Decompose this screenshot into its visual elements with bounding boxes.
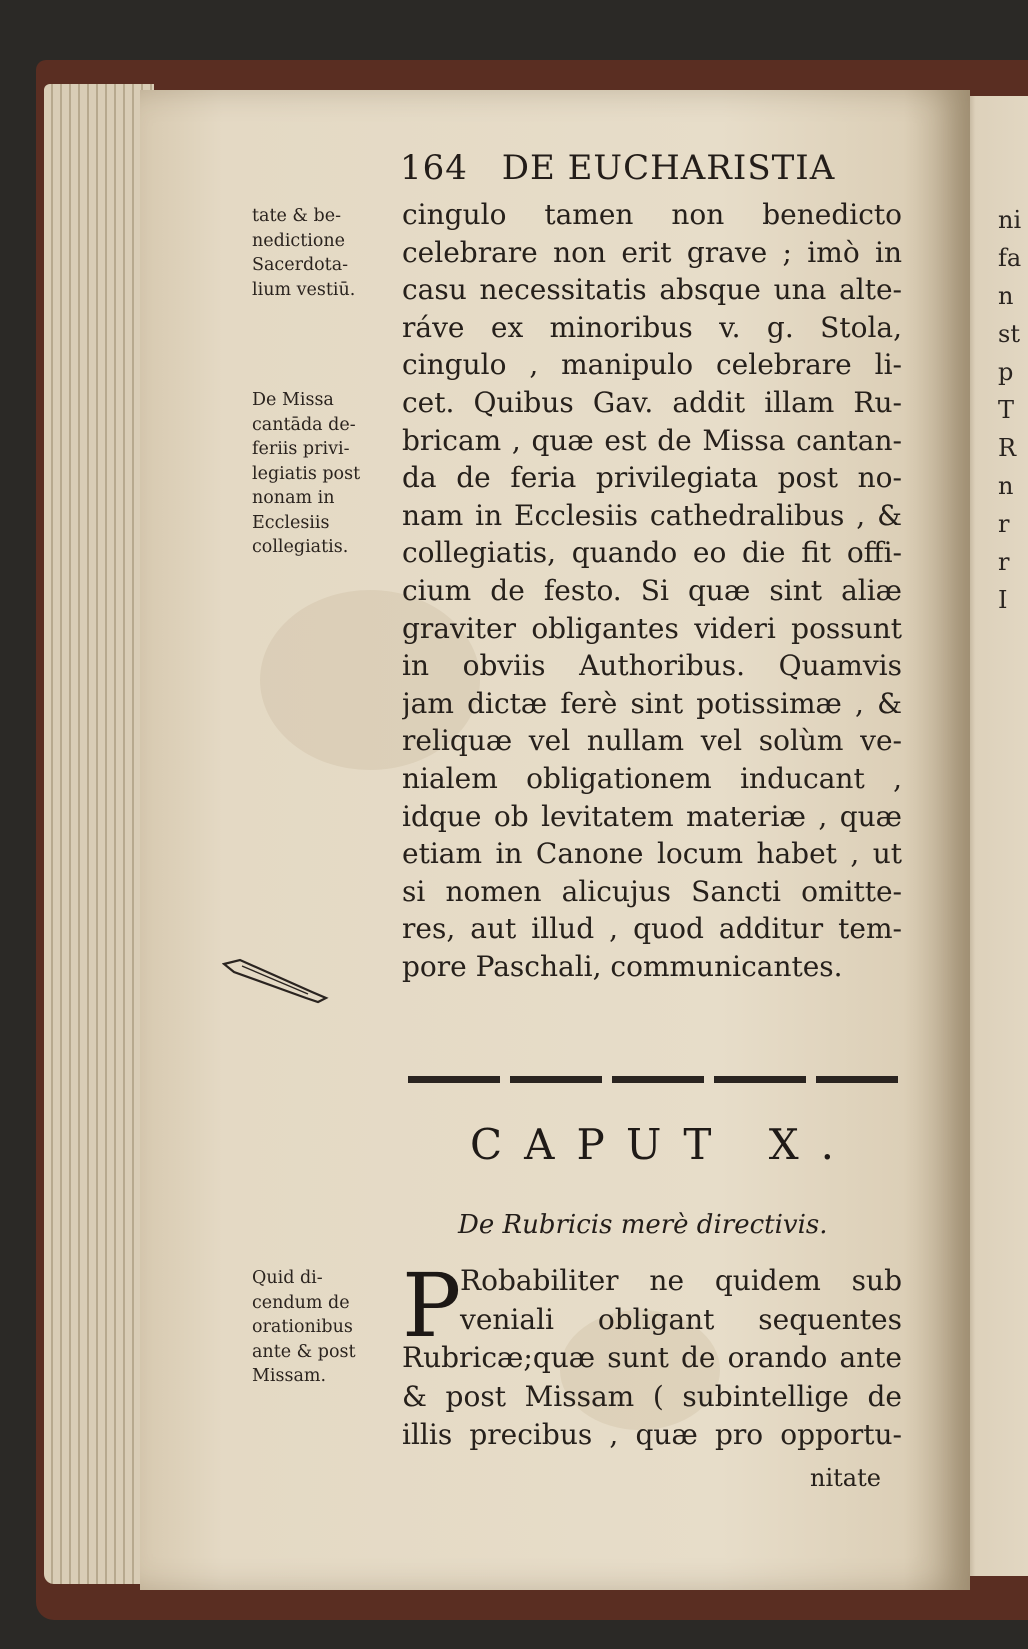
margin-note-line: Sacerdota- [252, 255, 349, 275]
margin-note-line: cantāda de- [252, 414, 356, 435]
margin-note-line: feriis privi- [252, 439, 350, 459]
text-line: & post Missam ( subintellige de [402, 1379, 902, 1413]
text-line: pore Paschali, communicantes. [402, 949, 843, 983]
running-title: DE EUCHARISTIA [501, 148, 836, 188]
margin-note-line: tate & be- [252, 206, 342, 226]
facing-page-fragment: I [998, 586, 1008, 614]
text-line: veniali obligant sequentes [460, 1302, 902, 1336]
page-edges [44, 84, 154, 1584]
page-header [400, 148, 840, 192]
text-line: etiam in Canone locum habet , ut [402, 837, 902, 871]
text-line: ráve ex minoribus v. g. Stola, [402, 310, 902, 344]
text-line: reliquæ vel nullam vel solùm ve- [402, 724, 902, 758]
facing-page-fragment: fa [998, 244, 1022, 272]
facing-page-fragment: T [998, 396, 1015, 424]
facing-page-fragment: r [998, 510, 1010, 538]
text-line: Robabiliter ne quidem sub [460, 1264, 902, 1297]
margin-note-line: orationibus [252, 1317, 353, 1337]
margin-note-line: nonam in [252, 488, 335, 508]
facing-page-fragment: R [998, 434, 1017, 462]
text-line: jam dictæ ferè sint potissimæ , & [402, 686, 902, 720]
text-line: celebrare non erit grave ; imò in [402, 235, 902, 269]
margin-note-line: collegiatis. [252, 537, 349, 557]
text-line: cingulo tamen non benedicto [402, 198, 902, 231]
text-line: cium de festo. Si quæ sint aliæ [402, 573, 902, 607]
facing-page-fragment: p [998, 358, 1014, 386]
pointing-hand-icon [222, 958, 332, 1004]
facing-page-fragment: r [998, 548, 1010, 576]
facing-page-fragment: n [998, 282, 1014, 310]
text-line: collegiatis, quando eo die fit offi- [402, 536, 902, 570]
margin-note-vestes [252, 204, 400, 302]
margin-note-line: nedictione [252, 230, 346, 251]
text-line: res, aut illud , quod additur tem- [402, 912, 902, 946]
text-line: in obviis Authoribus. Quamvis [402, 649, 902, 683]
text-line: graviter obligantes videri possunt [402, 611, 902, 645]
catchword: nitate [810, 1464, 881, 1492]
text-line: si nomen alicujus Sancti omitte- [402, 874, 902, 908]
margin-note-line: Missam. [252, 1366, 327, 1386]
text-line: Rubricæ;quæ sunt de orando ante [402, 1341, 902, 1374]
chapter-title: CAPUT X. [470, 1120, 856, 1169]
section-divider [408, 1076, 898, 1083]
text-line: idque ob levitatem materiæ , quæ [402, 799, 902, 833]
text-line: cet. Quibus Gav. addit illam Ru- [402, 385, 902, 419]
drop-cap: P [402, 1254, 462, 1357]
margin-note-line: ante & post [252, 1341, 356, 1362]
facing-page-fragment: st [998, 320, 1020, 348]
margin-note-line: Quid di- [252, 1268, 323, 1288]
facing-page-fragment: n [998, 472, 1014, 500]
text-line: nam in Ecclesiis cathedralibus , & [402, 498, 902, 532]
text-line: nialem obligationem inducant , [402, 761, 902, 795]
margin-note-line: legiatis post [252, 463, 361, 484]
text-line: bricam , quæ est de Missa cantan- [402, 423, 902, 457]
text-line: cingulo , manipulo celebrare li- [402, 348, 902, 382]
chapter-body-text [402, 1254, 902, 1455]
text-line: illis precibus , quæ pro opportu- [402, 1418, 902, 1451]
page-number: 164 [400, 148, 468, 188]
margin-note-line: Ecclesiis [252, 512, 330, 533]
margin-note-missa [252, 388, 400, 560]
text-line: casu necessitatis absque una alte- [402, 273, 902, 307]
chapter-subtitle: De Rubricis merè directivis. [458, 1210, 828, 1240]
text-line: da de feria privilegiata post no- [402, 461, 902, 495]
body-text [402, 196, 902, 985]
margin-note-line: lium vestiū. [252, 279, 356, 300]
margin-note-line: De Missa [252, 390, 334, 410]
margin-note-orationes [252, 1266, 400, 1389]
facing-page-fragment: ni [998, 206, 1022, 234]
margin-note-line: cendum de [252, 1292, 350, 1313]
